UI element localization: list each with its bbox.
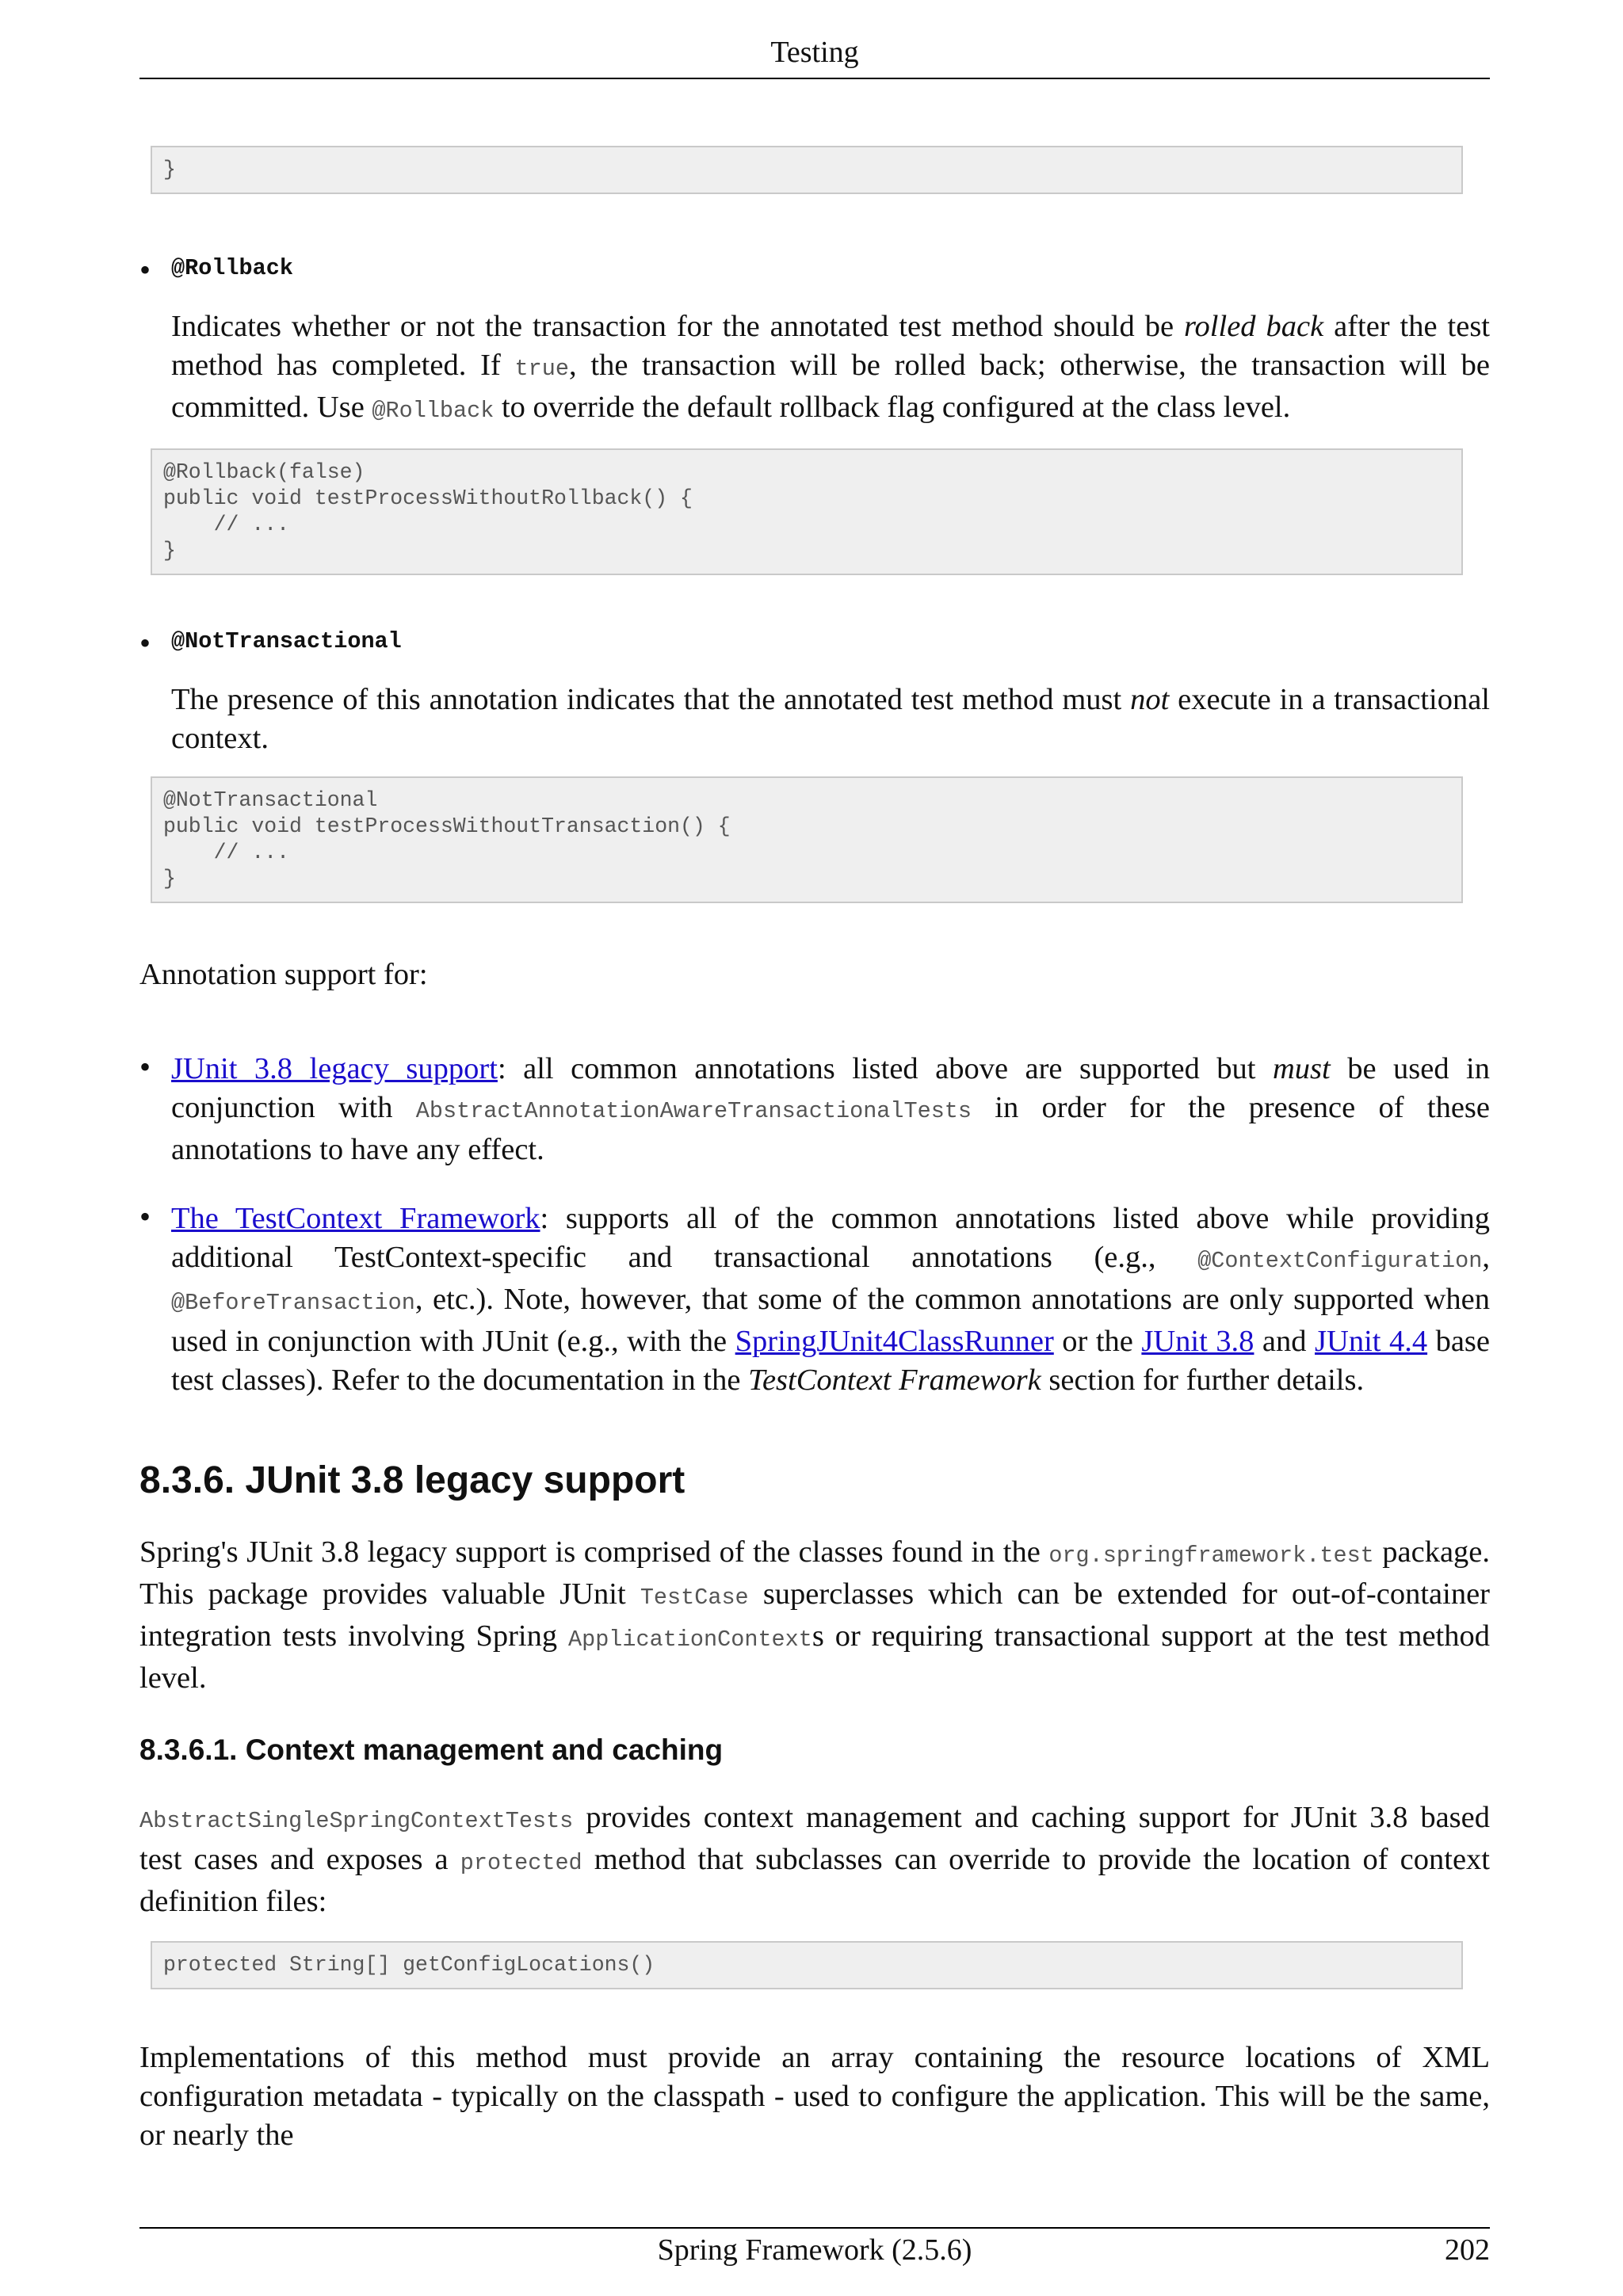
annotation-support-intro: Annotation support for: (139, 958, 428, 991)
testcontext-framework-link[interactable]: The TestContext Framework (171, 1202, 540, 1235)
code-block-closing: } (151, 146, 1463, 194)
not-transactional-description: The presence of this annotation indicates that the annotated test method must not execute in a transactional context. (171, 683, 1490, 755)
bullet-icon: • (139, 625, 151, 661)
code-block-get-config-locations: protected String[] getConfigLocations() (151, 1941, 1463, 1989)
code-block-not-transactional: @NotTransactional public void testProcessWithoutTransaction() { // ... } (151, 776, 1463, 903)
subsection-heading: 8.3.6.1. Context management and caching (139, 1733, 724, 1766)
junit38-text: JUnit 3.8 legacy support: all common annotations listed above are supported but must be used in conjunction with AbstractAnnotationAwareTransactionalTests in order for the presence of these annotations to have any effect. (171, 1052, 1490, 1166)
bullet-icon: • (139, 252, 151, 288)
header-rule (139, 78, 1490, 79)
rollback-description: Indicates whether or not the transaction for the annotated test method should be rolled back after the test method has completed. If true, the transaction will be rolled back; otherwise, the transaction will be committed. Use @Rollback to override the default rollback flag configured at the class level. (171, 310, 1491, 424)
list-item-not-transactional (139, 625, 1490, 661)
annotation-name: @NotTransactional (171, 628, 402, 654)
running-footer-title: Spring Framework (2.5.6) (657, 2233, 972, 2267)
bullet-icon: • (139, 1049, 151, 1085)
section-intro: Spring's JUnit 3.8 legacy support is comprised of the classes found in the org.springframework.test package. This package provides valuable JUnit TestCase superclasses which can be extended for out-of-container integration tests involving Spring ApplicationContexts or requiring transactional support at the test method level. (139, 1535, 1490, 1695)
junit-3-8-link[interactable]: JUnit 3.8 (1141, 1325, 1254, 1358)
list-item-junit38 (139, 1050, 1490, 1169)
junit-4-4-link[interactable]: JUnit 4.4 (1315, 1325, 1428, 1358)
testcontext-text: The TestContext Framework: supports all of the common annotations listed above while providing additional TestContext-specific and transactional annotations (e.g., @ContextConfiguration, @BeforeTransaction, etc.). Note, however, that some of the common annotations are only supported when used in conjunction with JUnit (e.g., with the SpringJUnit4ClassRunner or the JUnit 3.8 and JUnit 4.4 base test classes). Refer to the documentation in the TestContext Framework section for further details. (171, 1202, 1490, 1397)
list-item-testcontext (139, 1199, 1490, 1400)
springjunit4classrunner-link[interactable]: SpringJUnit4ClassRunner (735, 1325, 1054, 1358)
subsection-intro: AbstractSingleSpringContextTests provides context management and caching support for JUnit 3.8 based test cases and exposes a protected method that subclasses can override to provide the location of context definition files: (139, 1801, 1490, 1918)
code-block-rollback: @Rollback(false) public void testProcessWithoutRollback() { // ... } (151, 448, 1463, 575)
bullet-icon: • (139, 1199, 151, 1234)
footer-rule (139, 2227, 1490, 2229)
running-header: Testing (770, 36, 859, 69)
list-item-rollback (139, 252, 1490, 288)
page-content (139, 146, 1490, 2155)
page-number: 202 (1445, 2233, 1490, 2267)
junit38-legacy-link[interactable]: JUnit 3.8 legacy support (171, 1052, 498, 1085)
section-heading: 8.3.6. JUnit 3.8 legacy support (139, 1459, 685, 1501)
annotation-name: @Rollback (171, 255, 293, 281)
subsection-implementations-text: Implementations of this method must provide an array containing the resource locations of XML configuration metadata - typically on the classpath - used to configure the application. This will be the same, or nearly the (139, 2041, 1490, 2152)
